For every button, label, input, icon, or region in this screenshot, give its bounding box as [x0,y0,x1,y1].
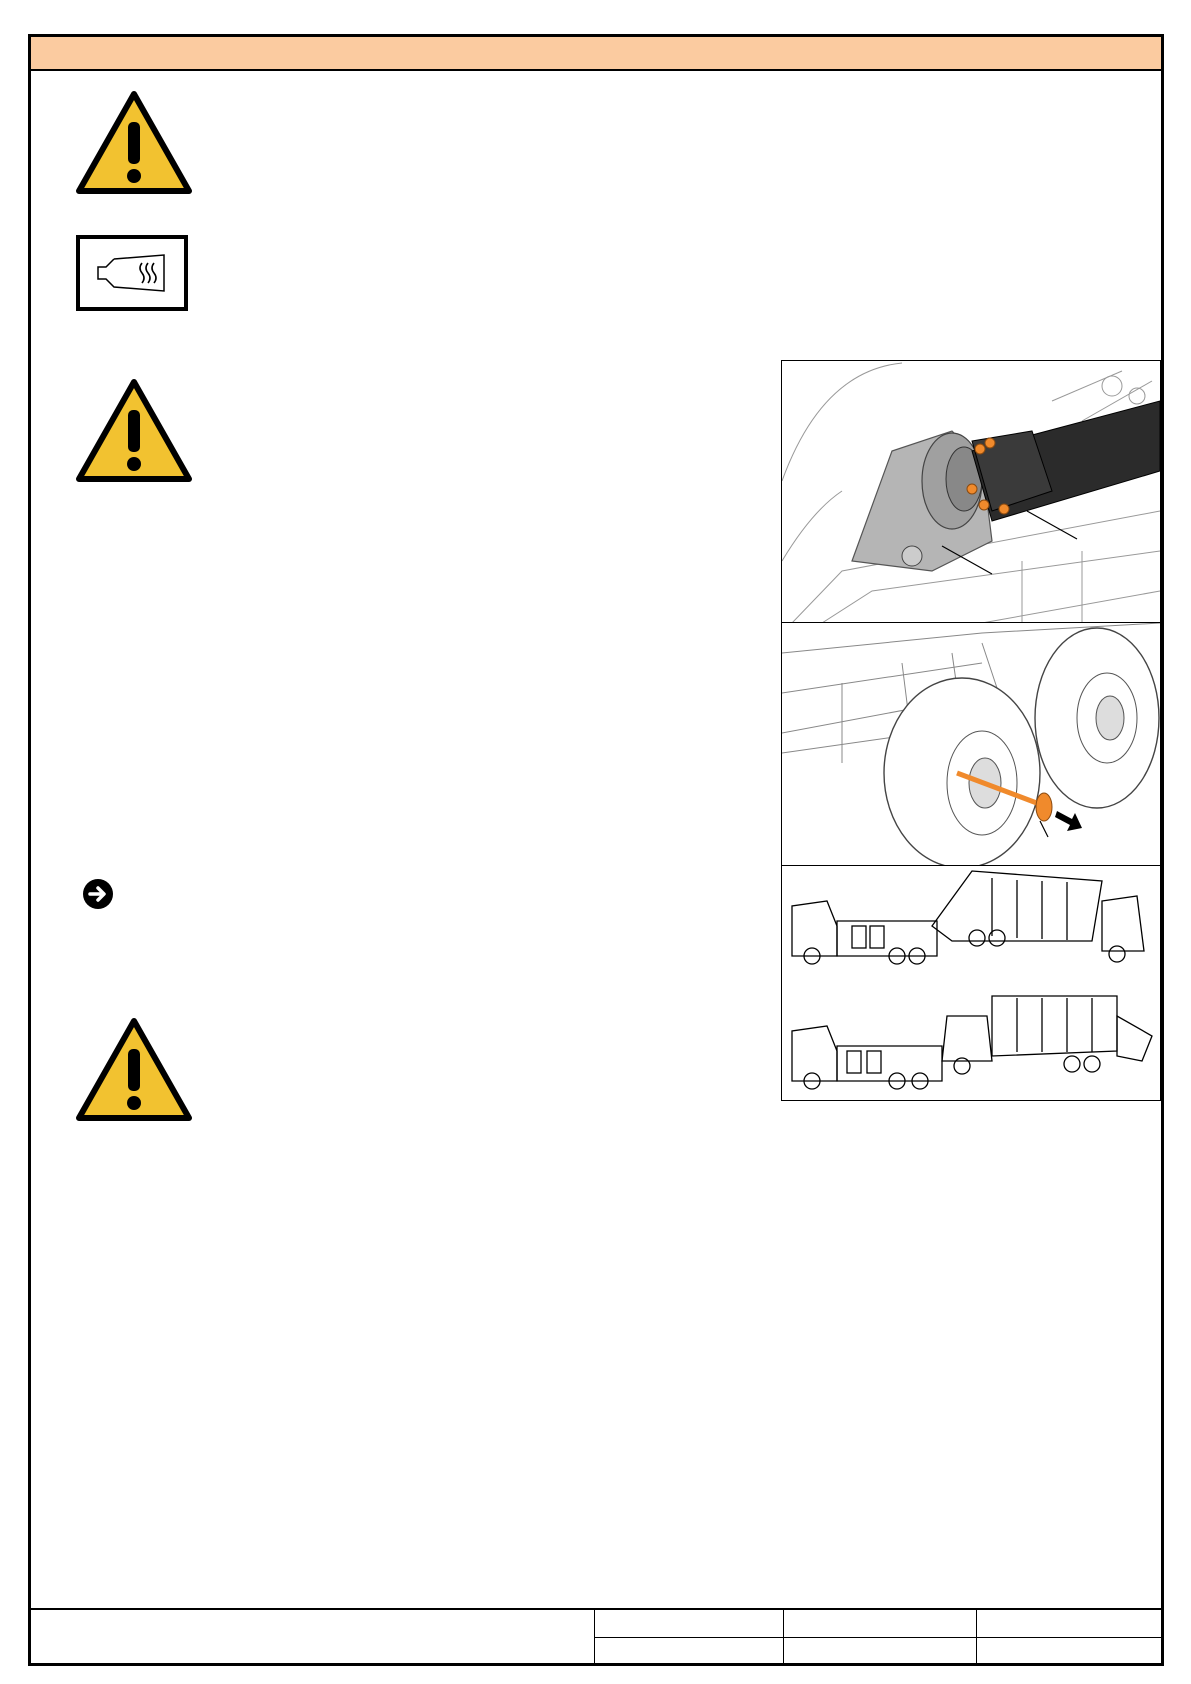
arrow-right-circle-icon[interactable] [82,878,114,915]
warning-triangle-icon [75,378,193,489]
driveshaft-flange-figure [781,360,1161,624]
warning-triangle-icon [75,1017,193,1128]
header-band [31,37,1161,71]
footer-row-divider [594,1637,1161,1638]
footer-title-block [31,1608,1161,1663]
axle-shaft-removal-figure [781,622,1161,866]
towing-configurations-figure [781,865,1161,1101]
hot-exhaust-icon [76,235,188,316]
warning-triangle-icon [75,90,193,201]
